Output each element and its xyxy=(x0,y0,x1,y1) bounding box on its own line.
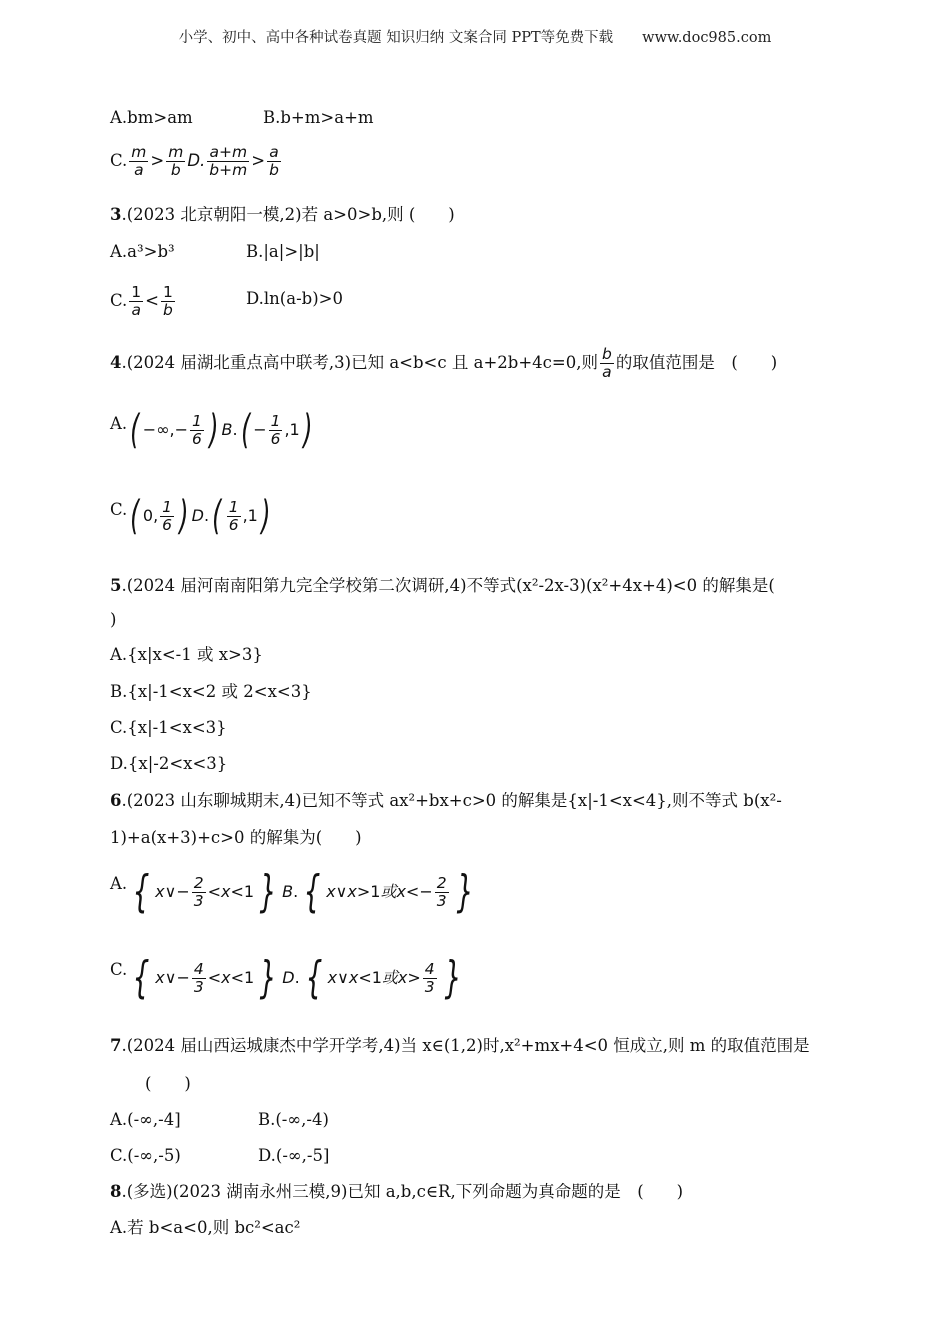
q5-option-a: A.{x|x<-1 或 x>3} xyxy=(110,645,263,664)
q2-option-c-label: C. xyxy=(110,151,128,170)
q7-stem-cont: ( ) xyxy=(145,1074,191,1093)
q5-option-b: B.{x|-1<x<2 或 2<x<3} xyxy=(110,682,312,701)
q7-stem: 7.(2024 届山西运城康杰中学开学考,4)当 x∈(1,2)时,x²+mx+4<0 恒成立,则 m 的取值范围是 xyxy=(110,1036,810,1055)
q3-option-c: C. $\frac{1}{a}$ < $\frac{1}{b}$ xyxy=(110,283,173,319)
q2-d-fraction-right: $\frac{a}{b}$ xyxy=(269,143,279,179)
q6-options-cd: C. { x ∨− $\frac{4}{3}$ < x <1 } D . { x ∨ x <1 或x > $\frac{4}{3}$ } xyxy=(110,956,467,1000)
q2-c-fraction-left: $\frac{m}{a}$ xyxy=(131,143,147,179)
q6-stem-cont: 1)+a(x+3)+c>0 的解集为( ) xyxy=(110,828,362,847)
q7-option-b: B.(-∞,-4) xyxy=(258,1110,329,1129)
q3-c-fraction-right: $\frac{1}{b}$ xyxy=(163,283,173,319)
q4-option-c-interval: ( 0, $\frac{1}{6}$ ) D . ( $\frac{1}{6}$ ,1 ) xyxy=(130,493,271,539)
q6-option-c-set: { x ∨− $\frac{4}{3}$ < x <1 } D . { x ∨ x <1 或x > $\frac{4}{3}$ } xyxy=(132,952,462,1003)
q7-option-a: A.(-∞,-4] xyxy=(110,1110,181,1129)
q5-option-c: C.{x|-1<x<3} xyxy=(110,718,227,737)
q4-options-cd: C. ( 0, $\frac{1}{6}$ ) D . ( $\frac{1}{6}$ ,1 ) xyxy=(110,496,273,536)
q2-c-fraction-right: $\frac{m}{b}$ xyxy=(168,143,184,179)
q2-option-b: B.b+m>a+m xyxy=(263,108,374,127)
q3-option-b: B.|a|>|b| xyxy=(246,242,320,261)
q4-options-ab: A. ( −∞,− $\frac{1}{6}$ ) B . ( − $\frac{1}{6}$ ,1 ) xyxy=(110,410,315,450)
q6-stem: 6.(2023 山东聊城期末,4)已知不等式 ax²+bx+c>0 的解集是{x|-1<x<4},则不等式 b(x²- xyxy=(110,791,782,810)
q6-option-a-set: { x ∨− $\frac{2}{3}$ < x <1 } B . { x ∨ x >1 或x <− $\frac{2}{3}$ } xyxy=(132,866,474,917)
q4-fraction-b-over-a: $\frac{b}{a}$ xyxy=(601,345,612,381)
q7-option-d: D.(-∞,-5] xyxy=(258,1146,330,1165)
q3-option-a: A.a³>b³ xyxy=(110,242,175,261)
q2-option-a: A.bm>am xyxy=(110,108,193,127)
q3-option-d: D.ln(a-b)>0 xyxy=(246,289,343,308)
q3-stem: 3.(2023 北京朝阳一模,2)若 a>0>b,则 ( ) xyxy=(110,205,455,224)
q8-stem: 8.(多选)(2023 湖南永州三模,9)已知 a,b,c∈R,下列命题为真命题的是 ( ) xyxy=(110,1182,684,1201)
q2-option-d-label: D. xyxy=(187,151,206,170)
q3-c-fraction-left: $\frac{1}{a}$ xyxy=(131,283,142,319)
q7-option-c: C.(-∞,-5) xyxy=(110,1146,181,1165)
q4-stem: 4.(2024 届湖北重点高中联考,3)已知 a<b<c 且 a+2b+4c=0,则 $\frac{b}{a}$ 的取值范围是 ( ) xyxy=(110,345,778,381)
q6-options-ab: A. { x ∨− $\frac{2}{3}$ < x <1 } B . { x ∨ x >1 或x <− $\frac{2}{3}$ } xyxy=(110,870,479,914)
q5-option-d: D.{x|-2<x<3} xyxy=(110,754,228,773)
q4-option-a-interval: ( −∞,− $\frac{1}{6}$ ) B . ( − $\frac{1}{6}$ ,1 ) xyxy=(130,407,313,453)
q2-option-cd: C. $\frac{m}{a}$ > $\frac{m}{b}$ D. $\frac{a+m}{b+m}$ > $\frac{a}{b}$ xyxy=(110,143,279,179)
q8-option-a: A.若 b<a<0,则 bc²<ac² xyxy=(110,1218,301,1237)
page-header: 小学、初中、高中各种试卷真题 知识归纳 文案合同 PPT等免费下载 www.doc985.com xyxy=(178,30,772,46)
q5-stem: 5.(2024 届河南南阳第九完全学校第二次调研,4)不等式(x²-2x-3)(x²+4x+4)<0 的解集是( xyxy=(110,576,775,595)
q2-d-fraction-left: $\frac{a+m}{b+m}$ xyxy=(209,143,248,179)
q5-stem-cont: ) xyxy=(110,610,117,629)
